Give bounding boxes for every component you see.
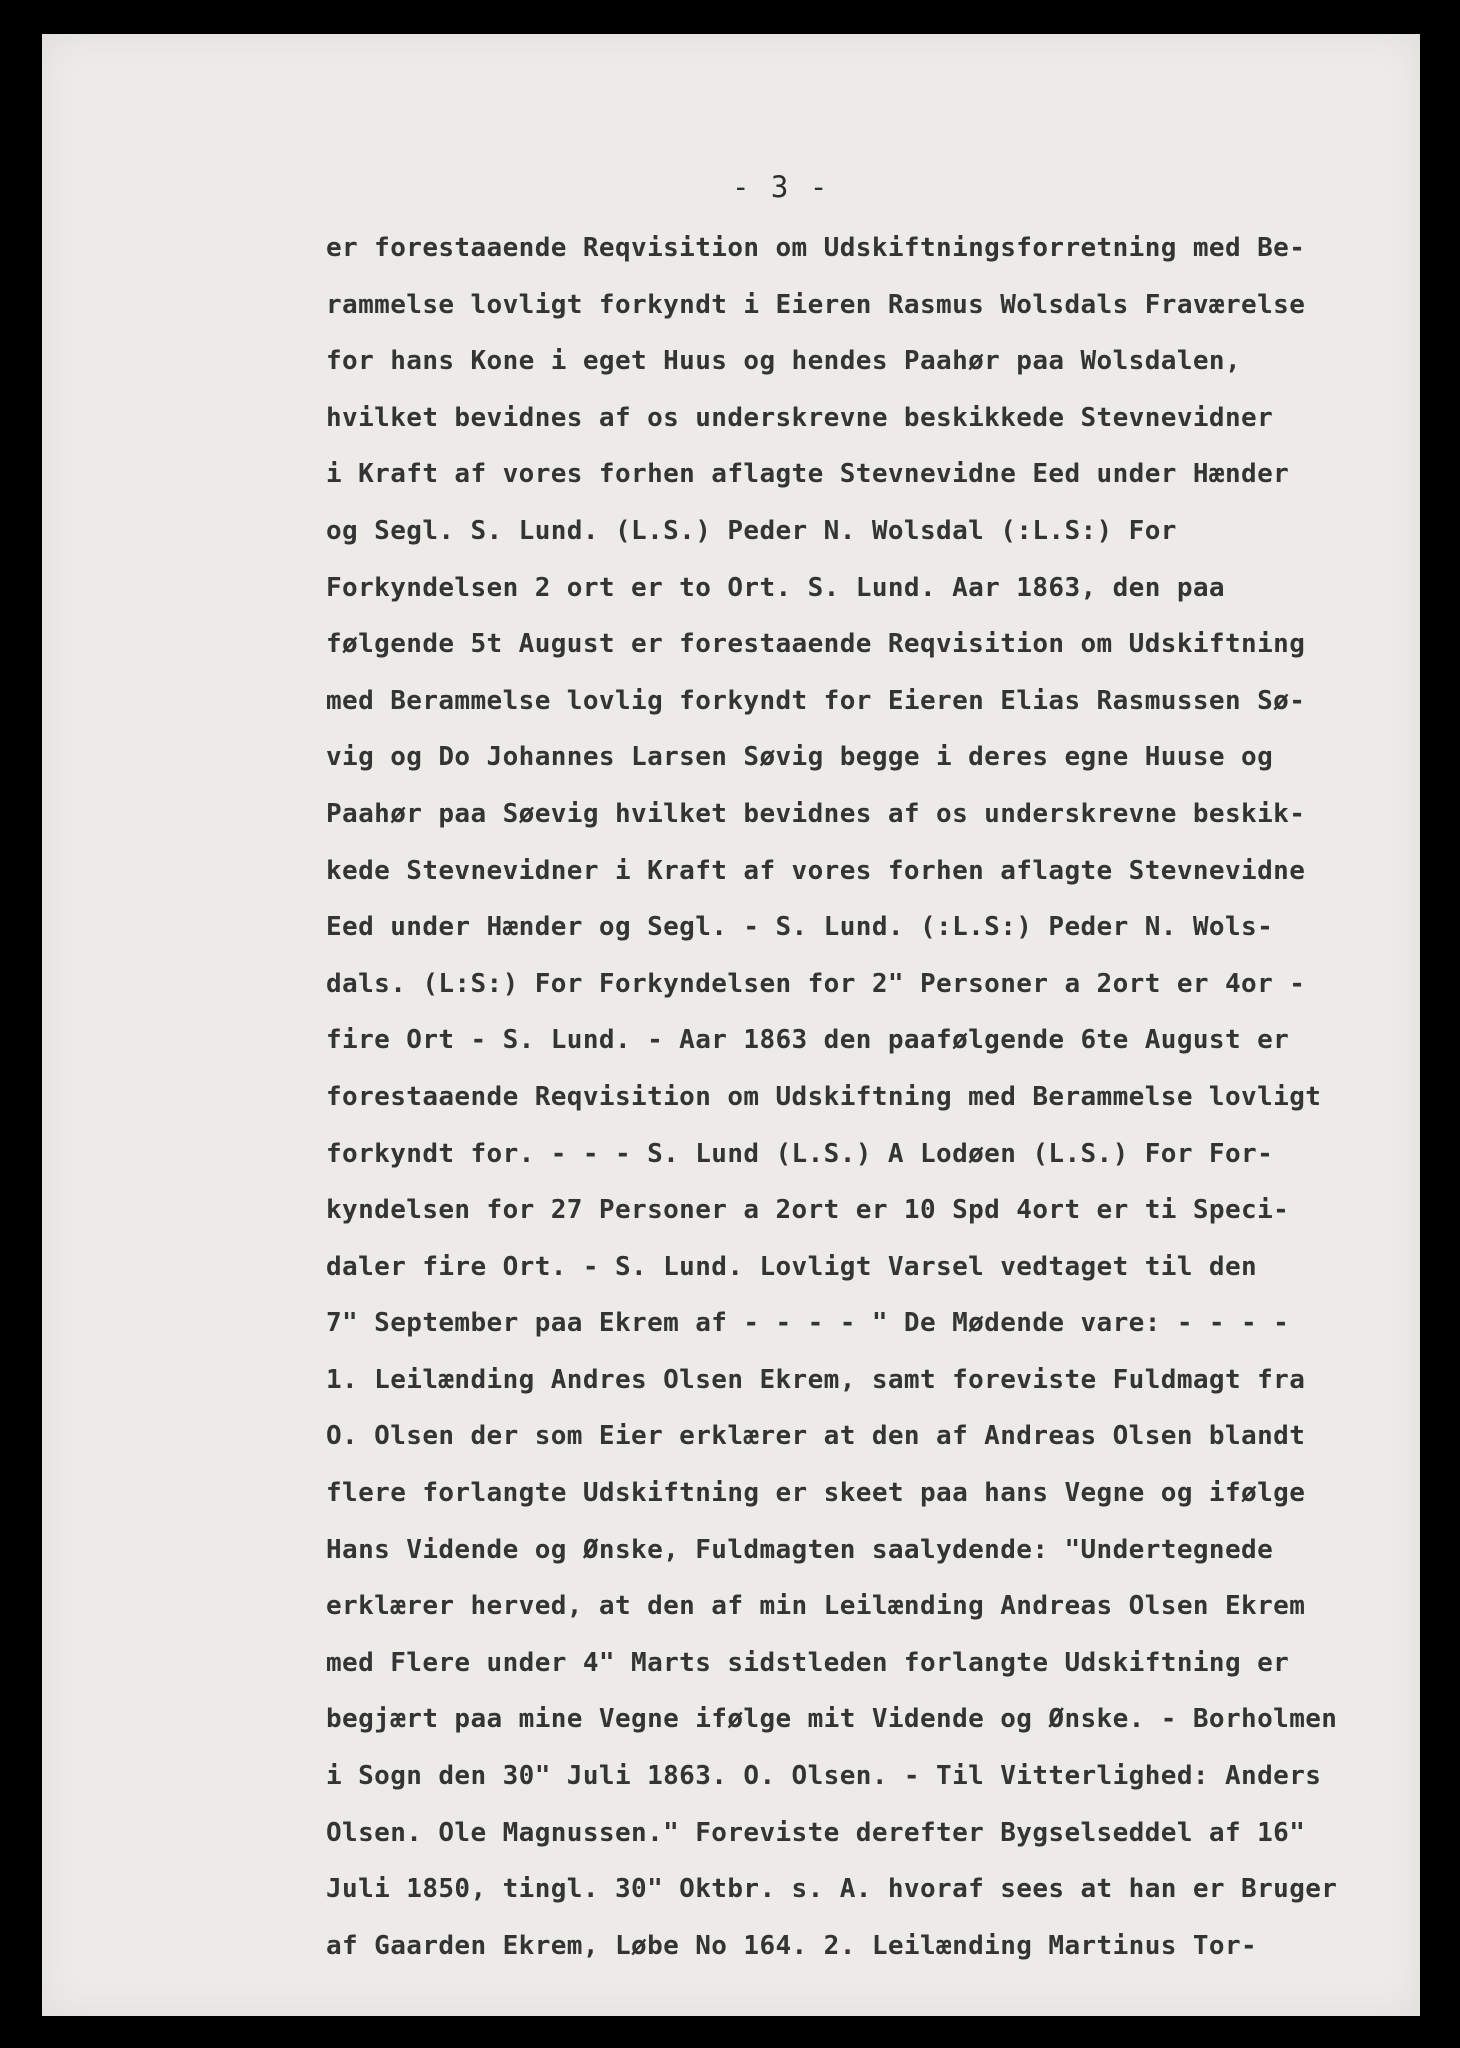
page-number: - 3 - (732, 170, 830, 204)
text-line: daler fire Ort. - S. Lund. Lovligt Varsel vedtaget til den (326, 1251, 1258, 1282)
text-line: 7" September paa Ekrem af - - - - " De Mødende vare: - - - - (326, 1308, 1290, 1339)
text-line: fire Ort - S. Lund. - Aar 1863 den paafølgende 6te August er (326, 1025, 1290, 1056)
text-line: kede Stevnevidner i Kraft af vores forhen aflagte Stevnevidne (326, 855, 1306, 886)
text-line: erklærer herved, at den af min Leilænding Andreas Olsen Ekrem (326, 1591, 1306, 1622)
text-line: rammelse lovligt forkyndt i Eieren Rasmus Wolsdals Fraværelse (326, 289, 1306, 320)
text-line: Paahør paa Søevig hvilket bevidnes af os underskrevne beskik- (326, 798, 1306, 829)
text-line: begjært paa mine Vegne ifølge mit Vidende og Ønske. - Borholmen (326, 1704, 1338, 1735)
text-line: Eed under Hænder og Segl. - S. Lund. (:L.S:) Peder N. Wols- (326, 912, 1274, 943)
text-line: er forestaaende Reqvisition om Udskiftningsforretning med Be- (326, 233, 1306, 263)
text-line: og Segl. S. Lund. (L.S.) Peder N. Wolsdal (:L.S:) For (326, 515, 1177, 546)
text-line: af Gaarden Ekrem, Løbe No 164. 2. Leilænding Martinus Tor- (326, 1930, 1258, 1961)
text-line: for hans Kone i eget Huus og hendes Paahør paa Wolsdalen, (326, 346, 1242, 377)
text-line: i Sogn den 30" Juli 1863. O. Olsen. - Til Vitterlighed: Anders (326, 1761, 1322, 1792)
body-text (326, 220, 1436, 1974)
text-line: hvilket bevidnes af os underskrevne beskikkede Stevnevidner (326, 402, 1274, 433)
text-line: vig og Do Johannes Larsen Søvig begge i deres egne Huuse og (326, 742, 1274, 773)
text-line: med Flere under 4" Marts sidstleden forlangte Udskiftning er (326, 1647, 1290, 1678)
text-line: Hans Vidende og Ønske, Fuldmagten saalydende: "Undertegnede (326, 1534, 1274, 1565)
text-line: Olsen. Ole Magnussen." Foreviste derefter Bygselseddel af 16" (326, 1817, 1306, 1848)
text-line: følgende 5t August er forestaaende Reqvisition om Udskiftning (326, 629, 1306, 660)
text-line: kyndelsen for 27 Personer a 2ort er 10 Spd 4ort er ti Speci- (326, 1195, 1290, 1226)
text-line: dals. (L:S:) For Forkyndelsen for 2" Personer a 2ort er 4or - (326, 968, 1306, 999)
text-line: 1. Leilænding Andres Olsen Ekrem, samt foreviste Fuldmagt fra (326, 1364, 1306, 1395)
document-page (42, 34, 1420, 2016)
text-line: O. Olsen der som Eier erklærer at den af Andreas Olsen blandt (326, 1421, 1306, 1452)
text-line: forkyndt for. - - - S. Lund (L.S.) A Lodøen (L.S.) For For- (326, 1138, 1274, 1169)
text-line: forestaaende Reqvisition om Udskiftning med Berammelse lovligt (326, 1081, 1322, 1112)
text-line: flere forlangte Udskiftning er skeet paa hans Vegne og ifølge (326, 1478, 1306, 1509)
text-line: Juli 1850, tingl. 30" Oktbr. s. A. hvoraf sees at han er Bruger (326, 1874, 1338, 1905)
text-line: Forkyndelsen 2 ort er to Ort. S. Lund. Aar 1863, den paa (326, 572, 1225, 603)
text-line: i Kraft af vores forhen aflagte Stevnevidne Eed under Hænder (326, 459, 1290, 490)
text-line: med Berammelse lovlig forkyndt for Eieren Elias Rasmussen Sø- (326, 685, 1306, 716)
